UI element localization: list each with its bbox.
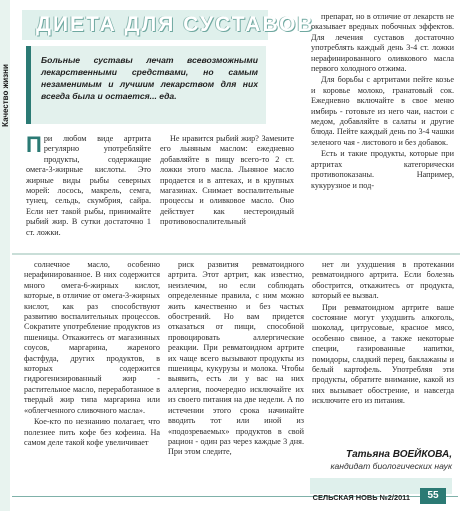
paragraph: Кое-кто по незнанию полагает, что полезнее пить кофе без кофеина. На самом деле такой кофе увеличивает — [24, 417, 160, 447]
top-column-3 — [311, 12, 454, 252]
paragraph: Есть и такие продукты, которые при артритах категорически противопоказаны. Например, кукурузное и под- — [311, 149, 454, 190]
bottom-column-3 — [312, 260, 454, 446]
article-lead: Больные суставы лечат всевозможными лекарственными средствами, но самым незаменимым и лучшим лекарством для них всегда была и остается... еда. — [41, 55, 258, 101]
publication-name: СЕЛЬСКАЯ НОВЬ №2/2011 — [312, 493, 410, 502]
paragraph: солнечное масло, особенно нерафинированное. В них содержится много омега-6-жирных кислот, которые, в отличие от омега-3-жирных кислот, как раз способствуют развитию воспалительных процессов. Сократите употребление продуктов из пшеницы. Откажитесь от магазинных соусов, маргарина, жареного фастфуда, других продуктов, в которых содержится гидрогенизированный жир - растительное масло, переработанное в твердый жир типа маргарина или «облегченного сливочного масла». — [24, 260, 160, 415]
paragraph: ри любом виде артрита регулярно употребляйте продукты, содержащие омега-3-жирные кислоты. Это жирные виды рыбы северных морей: лосось, макрель, семга, тунец, сельдь, скумбрия, сайра. Если нет такой рыбы, принимайте рыбий жир. В сутки достаточно 1 ст. ложки. — [26, 134, 151, 237]
paragraph: Для борьбы с артритами пейте козье и коровье молоко, гранатовый сок. Ежедневно включайте в свое меню имбирь - готовьте из него чаи, настои с медом, добавляйте в салаты и другие блюда. Пейте каждый день по 3-4 чашки зеленого чая - листового и без добавок. — [311, 75, 454, 147]
paragraph: препарат, но в отличие от лекарств не оказывает вредных побочных эффектов. Для лечения суставов достаточно употреблять каждый день 3-4 ст. ложки нерафинированного оливкового масла первого холодного отжима. — [311, 12, 454, 74]
top-column-1 — [26, 134, 151, 252]
lead-box — [26, 46, 266, 124]
author-role: кандидат биологических наук — [330, 461, 452, 471]
bottom-column-1 — [24, 260, 160, 492]
author-name: Татьяна ВОЕЙКОВА, — [345, 449, 452, 460]
paragraph: риск развития ревматоидного артрита. Этот артрит, как известно, неизлечим, но если соблюдать определенные правила, с ним можно жить качественно и без частых обострений. Но вам придется отказаться от пищи, способной провоцировать аллергические реакции. При ревматоидном артрите их чаще всего вызывают продукты из пшеницы, кукурузы и молока. Чтобы выявить, есть ли у вас на них аллергия, поочередно исключайте их из своего питания на две недели. А по истечении этого срока начинайте вводить тот или иной из «подозреваемых» продуктов в свой рацион - один раз через каждые 3 дня. При этом следите, — [168, 260, 304, 457]
paragraph: нет ли ухудшения в протекании ревматоидного артрита. Если болезнь обострится, откажитесь от продукта, который ее вызвал. — [312, 260, 454, 301]
section-divider — [12, 253, 460, 255]
bottom-column-2 — [168, 260, 304, 492]
section-tab — [0, 60, 10, 130]
article-title: ДИЕТА ДЛЯ СУСТАВОВ — [36, 13, 315, 36]
paragraph: Не нравится рыбий жир? Замените его льняным маслом: ежедневно добавляйте в пищу всего-то 2 ст. ложки этого масла. Льняное масло продается и в аптеках, и в крупных магазинах. Снимает воспалительные процессы и оливковое масло. Оно действует как нестероидный противовоспалительный — [160, 134, 294, 227]
paragraph: При ревматоидном артрите ваше состояние могут ухудшить алкоголь, шоколад, цитрусовые, красное мясо, особенно свиное, а также некоторые специи, газированные напитки, помидоры, сладкий перец, баклажаны и белый картофель. Употребляя эти продукты, обратите внимание, какой из них вызывает обострение, и навсегда исключите его из питания. — [312, 302, 454, 406]
top-column-2 — [160, 134, 294, 252]
dropcap: П — [26, 132, 42, 157]
section-label: Качество жизни — [0, 63, 10, 127]
page-number: 55 — [420, 488, 446, 504]
